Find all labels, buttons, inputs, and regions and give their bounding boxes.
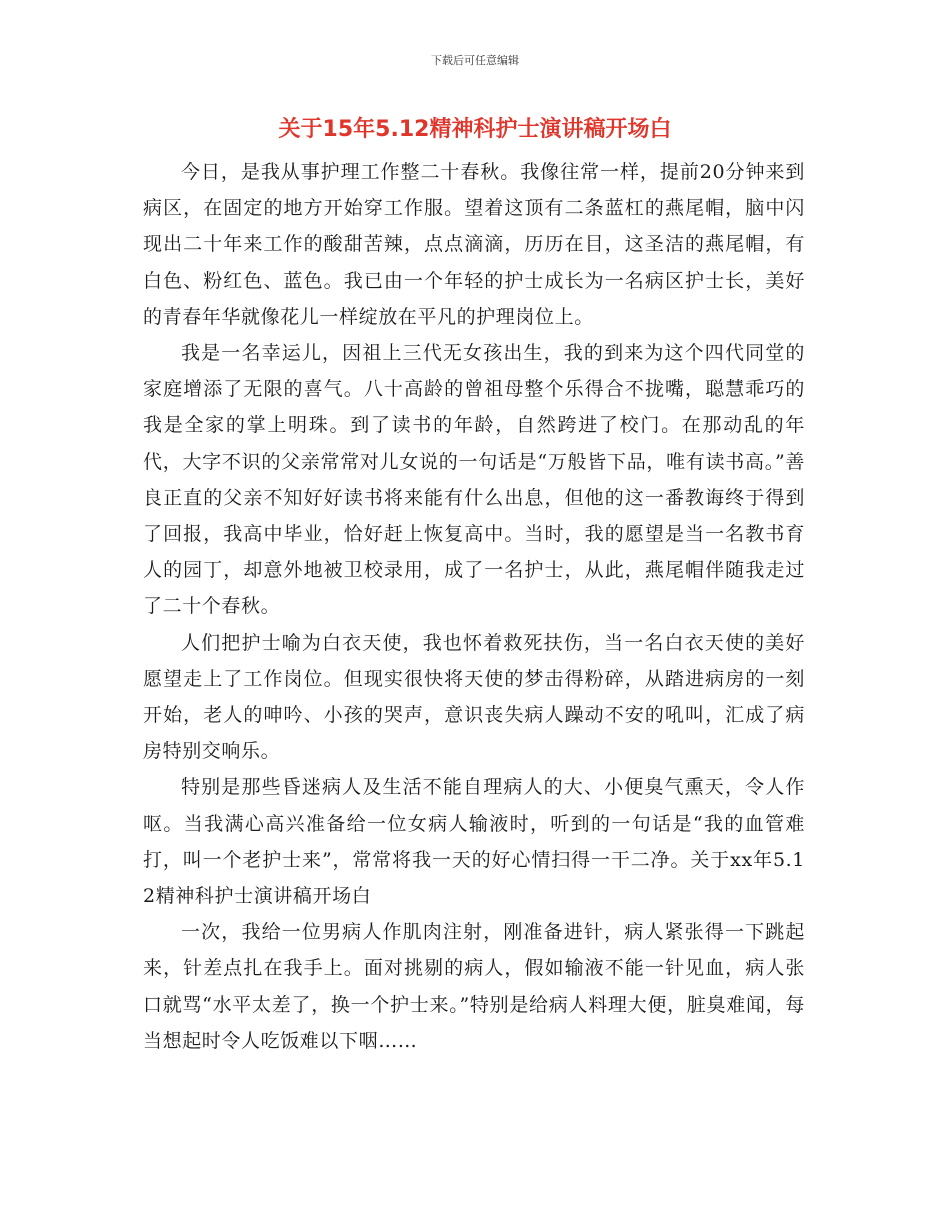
paragraph: 今日，是我从事护理工作整二十春秋。我像往常一样，提前20分钟来到病区，在固定的地方开始穿工作服。望着这顶有二条蓝杠的燕尾帽，脑中闪现出二十年来工作的酸甜苦辣，点点滴滴，历历在目，这圣洁的燕尾帽，有白色、粉红色、蓝色。我已由一个年轻的护士成长为一名病区护士长，美好的青春年华就像花儿一样绽放在平凡的护理岗位上。 [143, 161, 805, 328]
header-note: 下载后可任意编辑 [431, 54, 519, 67]
paragraph: 我是一名幸运儿，因祖上三代无女孩出生，我的到来为这个四代同堂的家庭增添了无限的喜气。八十高龄的曾祖母整个乐得合不拢嘴，聪慧乖巧的我是全家的掌上明珠。到了读书的年龄，自然跨进了校门。在那动乱的年代，大字不识的父亲常常对儿女说的一句话是“万般皆下品，唯有读书高。”善良正直的父亲不知好好读书将来能有什么出息，但他的这一番教诲终于得到了回报，我高中毕业，恰好赶上恢复高中。当时，我的愿望是当一名教书育人的园丁，却意外地被卫校录用，成了一名护士，从此，燕尾帽伴随我走过了二十个春秋。 [143, 342, 805, 618]
document-title: 关于15年5.12精神科护士演讲稿开场白 [278, 117, 672, 142]
paragraph: 特别是那些昏迷病人及生活不能自理病人的大、小便臭气熏天，令人作呕。当我满心高兴准备给一位女病人输液时，听到的一句话是“我的血管难打，叫一个老护士来”，常常将我一天的好心情扫得一干二净。关于xx年5.12精神科护士演讲稿开场白 [143, 776, 805, 908]
paragraph: 一次，我给一位男病人作肌肉注射，刚准备进针，病人紧张得一下跳起来，针差点扎在我手上。面对挑剔的病人，假如输液不能一针见血，病人张口就骂“水平太差了，换一个护士来。”特别是给病人料理大便，脏臭难闻，每当想起时令人吃饭难以下咽…… [143, 921, 805, 1052]
document-body [143, 154, 805, 1059]
paragraph: 人们把护士喻为白衣天使，我也怀着救死扶伤，当一名白衣天使的美好愿望走上了工作岗位。但现实很快将天使的梦击得粉碎，从踏进病房的一刻开始，老人的呻吟、小孩的哭声，意识丧失病人躁动不安的吼叫，汇成了病房特别交响乐。 [143, 631, 805, 763]
